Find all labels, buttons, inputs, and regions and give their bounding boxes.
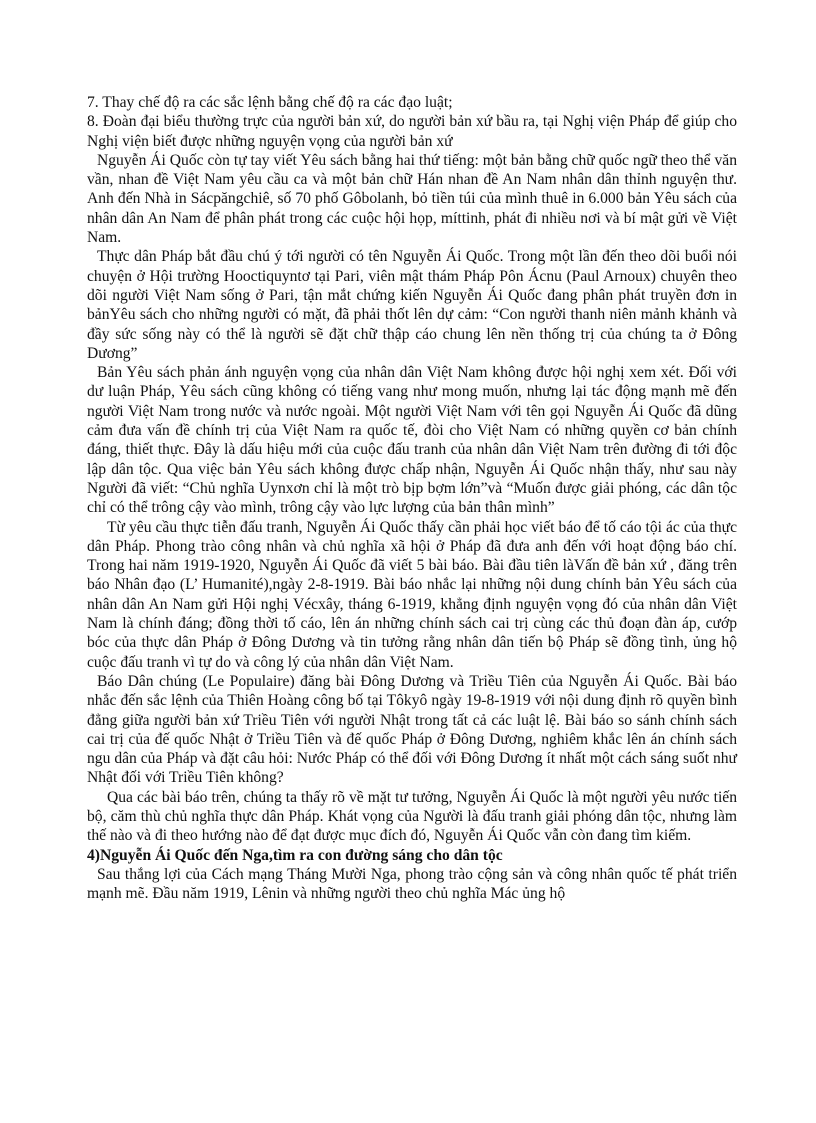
paragraph-french-attention: Thực dân Pháp bắt đầu chú ý tới người có tên Nguyễn Ái Quốc. Trong một lần đến theo dõi buổi nói chuyện ở Hội trường Hooctiquyntơ tại Pari, viên mật thám Pháp Pôn Ácnu (Paul Arnoux) chuyên theo dõi người Việt Nam sống ở Pari, tận mắt chứng kiến Nguyễn Ái Quốc đang phân phát truyền đơn in bảnYêu sách cho những người có mặt, đã phải thốt lên dự cảm: “Con người thanh niên mảnh khảnh và đầy sức sống này có thể là người sẽ đặt chữ thập cáo chung lên nền thống trị của chúng ta ở Đông Dương”	[87, 248, 737, 362]
list-item-7: 7. Thay chế độ ra các sắc lệnh bằng chế độ ra các đạo luật;	[87, 94, 453, 111]
paragraph-petition-impact: Bản Yêu sách phản ánh nguyện vọng của nhân dân Việt Nam không được hội nghị xem xét. Đối với dư luận Pháp, Yêu sách cũng không có tiếng vang như mong muốn, nhưng lại tác động mạnh mẽ đến người Việt Nam trong nước và nước ngoài. Một người Việt Nam với tên gọi Nguyễn Ái Quốc đã dũng cảm đưa vấn đề chính trị của Việt Nam ra quốc tế, đòi cho Việt Nam có những quyền cơ bản chính đáng, thiết thực. Đây là dấu hiệu mới của cuộc đấu tranh của nhân dân Việt Nam trên đường đi tới độc lập dân tộc. Qua việc bản Yêu sách không được chấp nhận, Nguyễn Ái Quốc nhận thấy, như sau này Người đã viết: “Chủ nghĩa Uynxơn chỉ là một trò bịp bợm lớn”và “Muốn được giải phóng, các dân tộc chỉ có thể trông cậy vào mình, trông cậy vào lực lượng của bản thân mình”	[87, 364, 737, 517]
paragraph-russia: Sau thắng lợi của Cách mạng Tháng Mười Nga, phong trào cộng sản và công nhân quốc tế phát triển mạnh mẽ. Đầu năm 1919, Lênin và những người theo chủ nghĩa Mác ủng hộ	[87, 865, 737, 903]
list-item-8: 8. Đoàn đại biểu thường trực của người bản xứ, do người bản xứ bầu ra, tại Nghị viện Pháp để giúp cho Nghị viện biết được những nguyện vọng của người bản xứ	[87, 113, 737, 150]
section-heading: 4)Nguyễn Ái Quốc đến Nga,tìm ra con đường sáng cho dân tộc	[87, 846, 503, 864]
paragraph-conclusion: Qua các bài báo trên, chúng ta thấy rõ về mặt tư tưởng, Nguyễn Ái Quốc là một người yêu nước tiến bộ, căm thù chủ nghĩa thực dân Pháp. Khát vọng của Người là đấu tranh giải phóng dân tộc, nhưng làm thế nào và đi theo hướng nào để đạt được mục đích đó, Nguyễn Ái Quốc vẫn còn đang tìm kiếm.	[87, 788, 737, 845]
document-page	[87, 93, 737, 903]
paragraph-le-populaire: Báo Dân chúng (Le Populaire) đăng bài Đông Dương và Triều Tiên của Nguyễn Ái Quốc. Bài báo nhắc đến sắc lệnh của Thiên Hoàng công bố tại Tôkyô ngày 19-8-1919 với nội dung định rõ quyền bình đẳng giữa người bản xứ Triều Tiên với người Nhật trong tất cả các luật lệ. Bài báo so sánh chính sách cai trị của đế quốc Nhật ở Triều Tiên và đế quốc Pháp ở Đông Dương, nghiêm khắc lên án chính sách ngu dân của Pháp và đặt câu hỏi: Nước Pháp có thể đối với Đông Dương ít nhất một cách sáng suốt như Nhật đối với Triều Tiên không?	[87, 672, 737, 787]
paragraph-journalism: Từ yêu cầu thực tiễn đấu tranh, Nguyễn Ái Quốc thấy cần phải học viết báo để tố cáo tội ác của thực dân Pháp. Phong trào công nhân và chủ nghĩa xã hội ở Pháp đã đưa anh đến với hoạt động báo chí. Trong hai năm 1919-1920, Nguyễn Ái Quốc đã viết 5 bài báo. Bài đầu tiên làVấn đề bản xứ , đăng trên báo Nhân đạo (L’ Humanité),ngày 2-8-1919. Bài báo nhắc lại những nội dung chính bản Yêu sách của nhân dân An Nam gửi Hội nghị Vécxây, tháng 6-1919, khẳng định nguyện vọng đó của nhân dân Việt Nam là chính đáng; đồng thời tố cáo, lên án những chính sách cai trị cùng các thủ đoạn đàn áp, cướp bóc của thực dân Pháp ở Đông Dương và tin tưởng rằng nhân dân tiến bộ Pháp sẽ đồng tình, ủng hộ cuộc đấu tranh vì tự do và công lý của nhân dân Việt Nam.	[87, 518, 737, 671]
paragraph-yeu-sach-writing: Nguyễn Ái Quốc còn tự tay viết Yêu sách bằng hai thứ tiếng: một bản bằng chữ quốc ngữ theo thể văn vần, nhan đề Việt Nam yêu cầu ca và một bản chữ Hán nhan đề An Nam nhân dân thỉnh nguyện thư. Anh đến Nhà in Sácpăngchiê, số 70 phố Gôbolanh, bỏ tiền túi của mình thuê in 6.000 bản Yêu sách của nhân dân An Nam để phân phát trong các cuộc hội họp, míttinh, phát đi nhiều nơi và bí mật gửi về Việt Nam.	[87, 151, 737, 247]
